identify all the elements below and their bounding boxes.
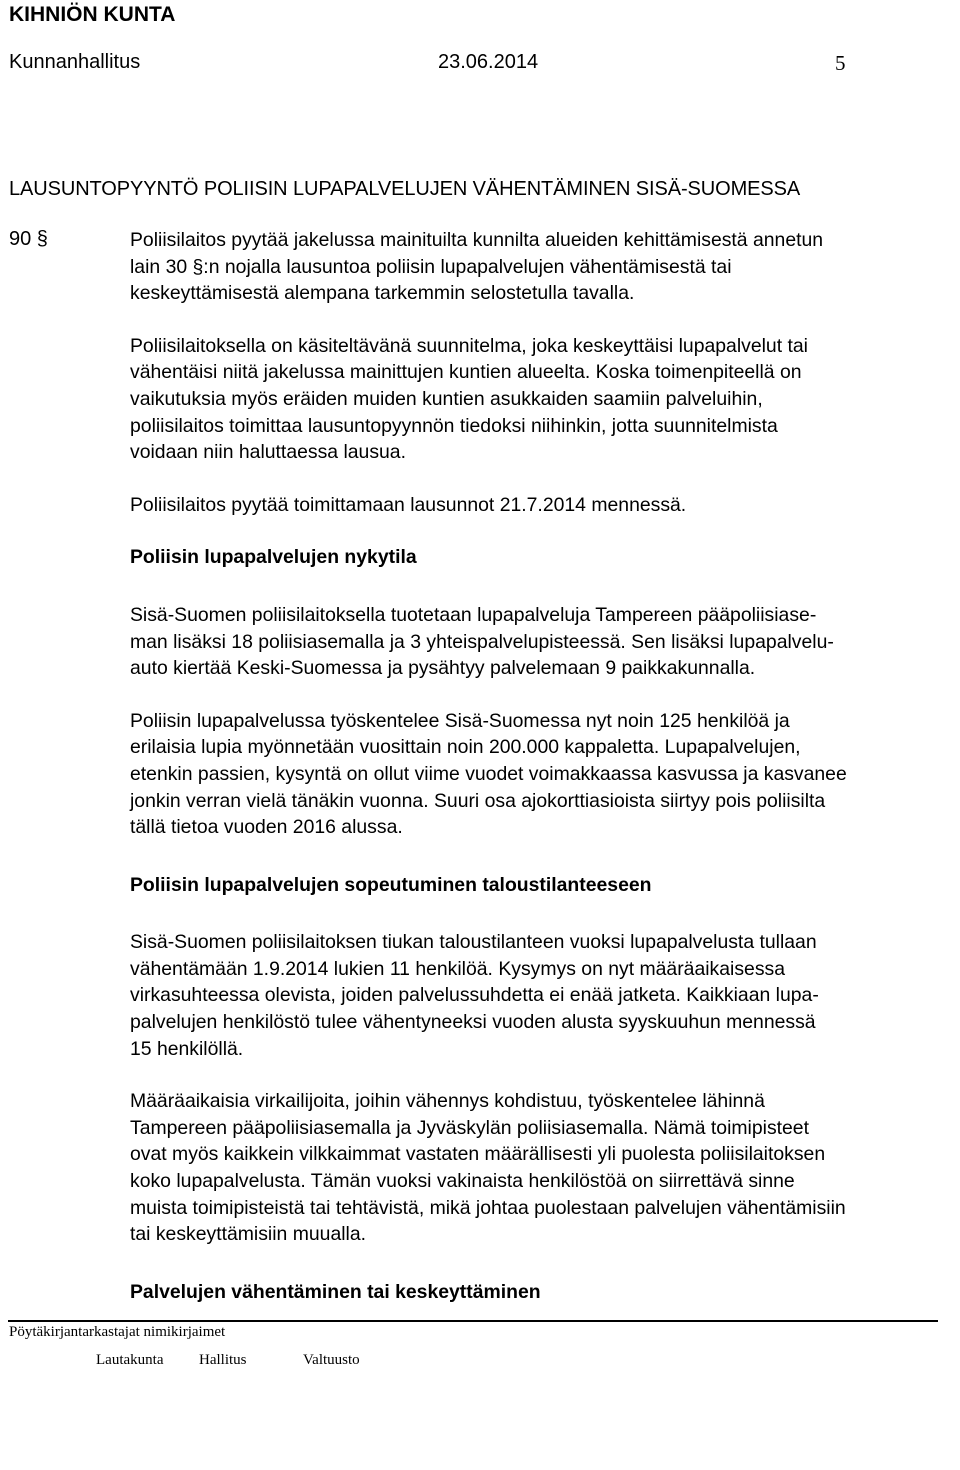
text-line: palvelujen henkilöstö tulee vähentyneeksi vuoden alusta syyskuuhun mennessä [130, 1011, 816, 1034]
text-line: tällä tietoa vuoden 2016 alussa. [130, 816, 403, 839]
paragraph-service-points [130, 602, 956, 682]
text-line: poliisilaitos toimittaa lausuntopyynnön tiedoksi niihinkin, jotta suunnitelmista [130, 414, 778, 437]
heading-adjustment: Poliisin lupapalvelujen sopeutuminen taloustilanteeseen [130, 873, 652, 896]
text-line: vähentäisi niitä jakelussa mainittujen kuntien alueelta. Koska toimenpiteellä on [130, 361, 802, 384]
text-line: voidaan niin haluttaessa lausua. [130, 441, 406, 464]
footer-inspectors-label: Pöytäkirjantarkastajat nimikirjaimet [9, 1324, 226, 1340]
text-line: keskeyttämisestä alempana tarkemmin selostetulla tavalla. [130, 282, 635, 305]
text-line: Poliisin lupapalvelussa työskentelee Sisä-Suomessa nyt noin 125 henkilöä ja [130, 709, 790, 732]
footer-hallitus: Hallitus [199, 1352, 247, 1368]
page-number: 5 [835, 51, 846, 75]
text-line: 15 henkilöllä. [130, 1037, 244, 1060]
text-line: Poliisilaitos pyytää toimittamaan lausunnot 21.7.2014 mennessä. [130, 493, 687, 516]
text-line: etenkin passien, kysyntä on ollut viime vuodet voimakkaassa kasvussa ja kasvanee [130, 762, 847, 785]
paragraph-deadline [130, 492, 956, 519]
text-line: erilaisia lupia myönnetään vuosittain noin 200.000 kappaletta. Lupapalvelujen, [130, 736, 801, 759]
text-line: ovat myös kaikkein vilkkaimmat vastaten määrällisesti yli puolesta poliisilaitoksen [130, 1143, 826, 1166]
paragraph-plan [130, 333, 956, 466]
document-body [130, 227, 956, 1305]
paragraph-staff-volume [130, 708, 956, 841]
heading-current-state: Poliisin lupapalvelujen nykytila [130, 546, 417, 569]
text-line: Sisä-Suomen poliisilaitoksella tuotetaan lupapalveluja Tampereen pääpoliisiase- [130, 603, 817, 626]
text-line: virkasuhteessa olevista, joiden palvelussuhdetta ei enää jatketa. Kaikkiaan lupa- [130, 984, 819, 1007]
text-line: koko lupapalvelusta. Tämän vuoksi vakinaista henkilöstöä on siirrettävä sinne [130, 1170, 795, 1193]
organization-name: KIHNIÖN KUNTA [9, 3, 176, 26]
footer-divider [8, 1320, 938, 1322]
text-line: Poliisilaitoksella on käsiteltävänä suunnitelma, joka keskeyttäisi lupapalvelut tai [130, 334, 808, 357]
text-line: Määräaikaisia virkailijoita, joihin vähennys kohdistuu, työskentelee lähinnä [130, 1090, 765, 1113]
text-line: Sisä-Suomen poliisilaitoksen tiukan taloustilanteen vuoksi lupapalvelusta tullaan [130, 931, 817, 954]
text-line: vähentämään 1.9.2014 lukien 11 henkilöä. Kysymys on nyt määräaikaisessa [130, 957, 785, 980]
text-line: jonkin verran vielä tänäkin vuonna. Suuri osa ajokorttiasioista siirtyy pois poliisilta [130, 789, 826, 812]
text-line: tai keskeyttämisiin muualla. [130, 1223, 367, 1246]
paragraph-reduction [130, 929, 956, 1062]
paragraph-request [130, 227, 956, 307]
meeting-date: 23.06.2014 [438, 51, 539, 73]
footer-valtuusto: Valtuusto [303, 1352, 360, 1368]
heading-reduction-or-suspension: Palvelujen vähentäminen tai keskeyttäminen [130, 1280, 541, 1303]
text-line: Tampereen pääpoliisiasemalla ja Jyväskylän poliisiasemalla. Nämä toimipisteet [130, 1116, 809, 1139]
document-title: LAUSUNTOPYYNTÖ POLIISIN LUPAPALVELUJEN VÄHENTÄMINEN SISÄ-SUOMESSA [9, 178, 801, 200]
meeting-body: Kunnanhallitus [9, 51, 141, 73]
text-line: muista toimipisteistä tai tehtävistä, mikä johtaa puolestaan palvelujen vähentämisiin [130, 1196, 846, 1219]
section-number: 90 § [9, 228, 48, 250]
text-line: Poliisilaitos pyytää jakelussa mainituilta kunnilta alueiden kehittämisestä annetun [130, 229, 824, 251]
text-line: lain 30 §:n nojalla lausuntoa poliisin lupapalvelujen vähentämisestä tai [130, 255, 732, 278]
text-line: vaikutuksia myös eräiden muiden kuntien asukkaiden saamiin palveluihin, [130, 387, 763, 410]
footer-lautakunta: Lautakunta [96, 1352, 164, 1368]
text-line: man lisäksi 18 poliisiasemalla ja 3 yhteispalvelupisteessä. Sen lisäksi lupapalvelu- [130, 630, 834, 653]
text-line: auto kiertää Keski-Suomessa ja pysähtyy palvelemaan 9 paikkakunnalla. [130, 657, 756, 680]
paragraph-temporary-staff [130, 1088, 956, 1248]
